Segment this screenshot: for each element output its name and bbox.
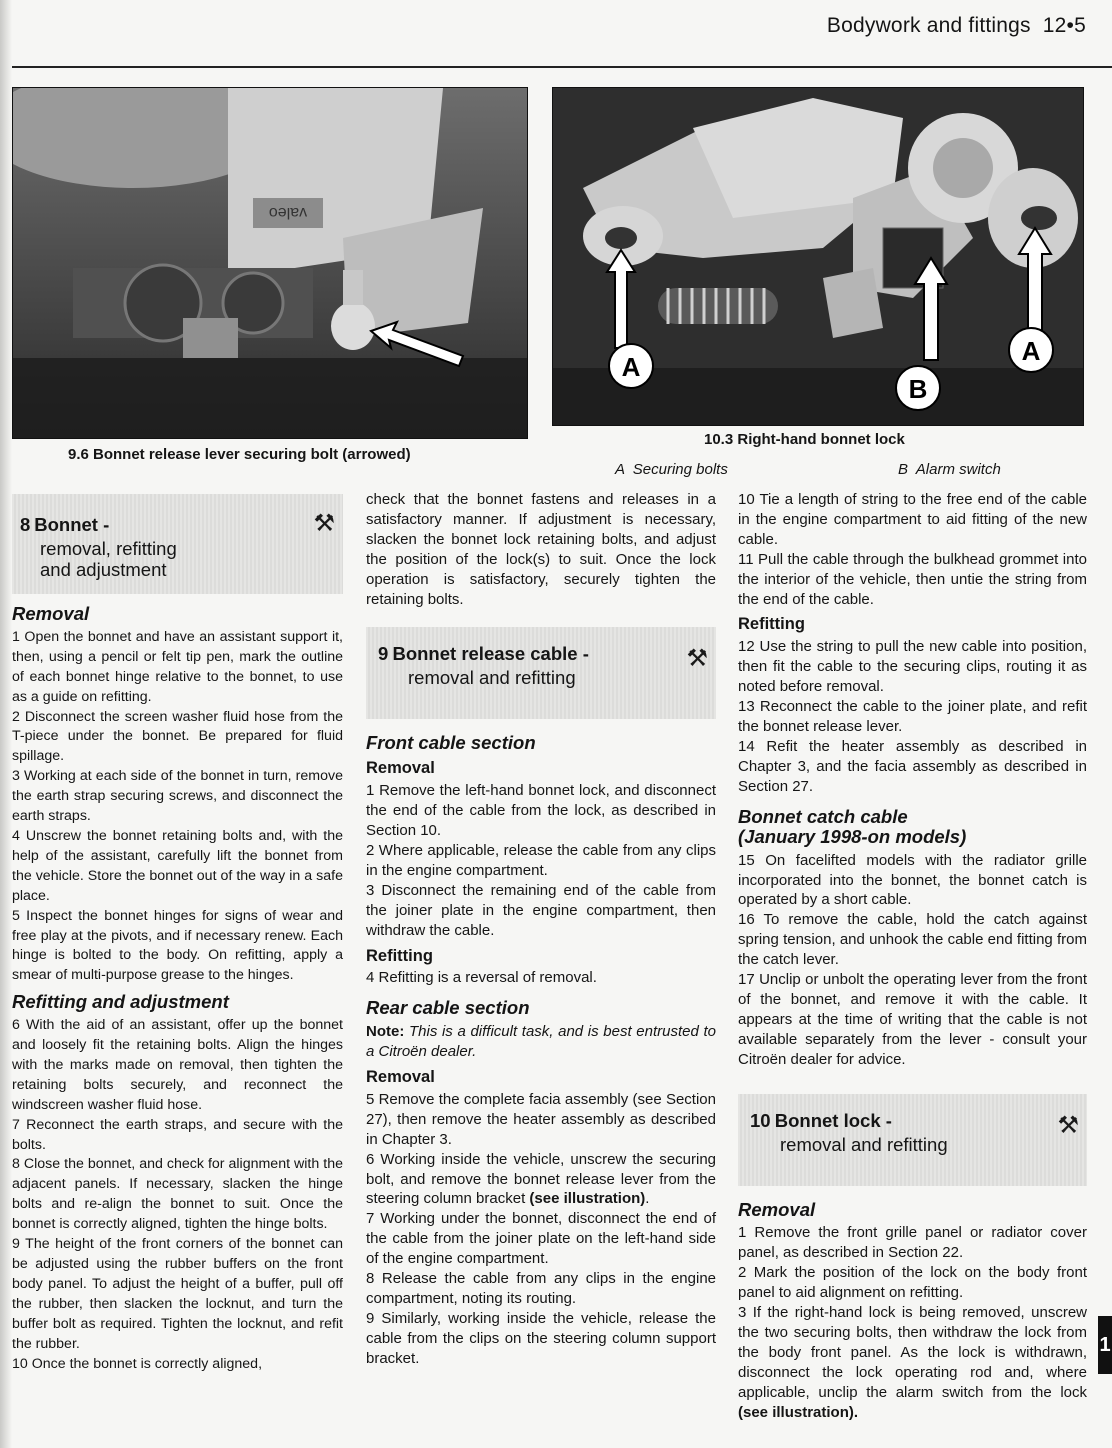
paragraph: 3 Disconnect the remaining end of the cable from the joiner plate in the engine compartment, then withdraw the cable. — [366, 881, 716, 939]
section-subtitle: removal, refitting — [40, 538, 177, 559]
section-box-8 — [12, 494, 343, 594]
page-number: 12•5 — [1042, 14, 1086, 37]
section-subtitle: removal and refitting — [780, 1133, 948, 1155]
paragraph: 9 The height of the front corners of the bonnet can be adjusted using the rubber buffers on the front body panel. To adjust the height of a buffer, pull off the rubber, then slacken the locknut, and turn the buffer bolt as required. Tighten the locknut, and refit the rubber. — [12, 1236, 343, 1352]
paragraph: 1 Remove the front grille panel or radiator cover panel, as described in Section 22. — [738, 1224, 1087, 1262]
difficulty-wrench-icon: ⚒ — [1057, 1111, 1079, 1139]
photo-right-hand-bonnet-lock — [552, 87, 1084, 426]
figure-key-a: A Securing bolts — [615, 461, 728, 478]
subheading-rear-cable: Rear cable section — [366, 997, 530, 1019]
paragraph — [738, 1303, 1087, 1422]
paragraph: 16 To remove the cable, hold the catch against spring tension, and unhook the cable end fitting from the catch lever. — [738, 911, 1087, 969]
subheading-refitting: Refitting — [738, 615, 805, 634]
paragraph: 6 Working inside the vehicle, unscrew the securing bolt, and remove the bonnet release lever from the steering column bracket (see illustration). — [366, 1150, 716, 1208]
column-1 — [12, 490, 343, 1374]
subheading-refitting: Refitting — [366, 946, 433, 965]
subheading-refitting-adjustment: Refitting and adjustment — [12, 991, 229, 1013]
paragraph: 3 Working at each side of the bonnet in turn, remove the earth strap securing screws, and disconnect the earth straps. — [12, 768, 343, 825]
photo-bonnet-release-lever — [12, 87, 528, 439]
paragraph: 4 Unscrew the bonnet retaining bolts and, with the help of the assistant, carefully lift the bonnet from the vehicle. Store the bonnet out of the way in a safe place. — [12, 827, 343, 904]
component-label: valeo — [268, 204, 308, 221]
label-a-left: A — [621, 352, 641, 382]
section-title: Bonnet release cable - — [392, 643, 589, 665]
paragraph: 10 Once the bonnet is correctly aligned, — [12, 1355, 263, 1372]
page-edge-shadow — [0, 0, 12, 1448]
paragraph: 7 Working under the bonnet, disconnect the end of the cable from the joiner plate on the left-hand side of the engine compartment. — [366, 1210, 716, 1268]
section-box-10 — [738, 1094, 1087, 1186]
section-subtitle: and adjustment — [40, 559, 167, 580]
paragraph: 1 Open the bonnet and have an assistant support it, then, using a pencil or felt tip pen, mark the outline of each bonnet hinge relative to the bonnet, to use as a guide on refitting. — [12, 628, 343, 705]
paragraph: 7 Reconnect the earth straps, and secure with the bolts. — [12, 1116, 343, 1153]
header-rule — [12, 66, 1112, 68]
label-a-right: A — [1021, 336, 1041, 366]
paragraph: 8 Release the cable from any clips in the engine compartment, noting its routing. — [366, 1270, 716, 1307]
section-title: Bonnet - — [34, 514, 110, 535]
section-number: 9 — [378, 643, 389, 665]
subheading-front-cable: Front cable section — [366, 732, 536, 754]
paragraph: 8 Close the bonnet, and check for alignment with the adjacent panels. If necessary, slacken the hinge bolts and re-align the bonnet to suit. Once the bonnet is correctly aligned, tighten the hinge bolts. — [12, 1156, 343, 1233]
see-illustration-ref: (see illustration). — [738, 1403, 859, 1421]
paragraph: 2 Where applicable, release the cable from any clips in the engine compartment. — [366, 841, 716, 879]
paragraph-text: 6 Working inside the vehicle, unscrew the securing bolt, and remove the bonnet release lever from the steering column bracket — [366, 1150, 716, 1208]
heading-line: Bonnet catch cable — [738, 805, 908, 827]
difficulty-wrench-icon: ⚒ — [313, 510, 335, 537]
note-text: This is a difficult task, and is best entrusted to a Citroën dealer. — [366, 1023, 716, 1061]
figure-caption-9-6: 9.6 Bonnet release lever securing bolt (arrowed) — [68, 446, 411, 463]
paragraph: 10 Tie a length of string to the free end of the cable in the engine compartment to aid fitting of the new cable. — [738, 491, 1087, 548]
paragraph-text: 3 If the right-hand lock is being removed, unscrew the two securing bolts, then withdraw the lock from the body front panel. As the lock is withdrawn, disconnect the lock operating rod and, where applicable, unclip the alarm switch from the lock — [738, 1304, 1087, 1401]
paragraph: 4 Refitting is a reversal of removal. — [366, 969, 597, 987]
subheading-removal: Removal — [12, 603, 90, 624]
paragraph: 12 Use the string to pull the new cable into position, then fit the cable to the securing clips, routing it as noted before removal. — [738, 638, 1087, 696]
chapter-tab: 1 — [1098, 1316, 1112, 1374]
see-illustration-ref: (see illustration) — [529, 1190, 646, 1208]
section-title: Bonnet lock - — [774, 1109, 892, 1131]
paragraph: 11 Pull the cable through the bulkhead grommet into the interior of the vehicle, then untie the string from the end of the cable. — [738, 550, 1087, 608]
paragraph: 1 Remove the left-hand bonnet lock, and disconnect the end of the cable from the lock, as described in Section 10. — [366, 782, 716, 840]
subheading-bonnet-catch-cable — [738, 807, 1087, 847]
note — [366, 1022, 716, 1062]
paragraph: 15 On facelifted models with the radiator grille incorporated into the bonnet, the bonnet catch is operated by a short cable. — [738, 851, 1087, 909]
section-title: Bodywork and fittings — [826, 14, 1031, 37]
paragraph: 9 Similarly, working inside the vehicle, release the cable from the clips on the steering column support bracket. — [366, 1309, 716, 1367]
subheading-removal: Removal — [738, 1198, 816, 1220]
section-number: 10 — [750, 1109, 771, 1131]
figure-key-b: B Alarm switch — [898, 461, 1001, 478]
paragraph: 13 Reconnect the cable to the joiner plate, and refit the bonnet release lever. — [738, 698, 1087, 735]
figure-caption-10-3: 10.3 Right-hand bonnet lock — [704, 431, 905, 448]
paragraph: check that the bonnet fastens and releases in a satisfactory manner. If adjustment is necessary, slacken the bonnet lock retaining bolts, and adjust the position of the lock(s) to suit. Once the lock operation is satisfactory, securely tighten the retaining bolts. — [366, 491, 716, 608]
paragraph: 6 With the aid of an assistant, offer up the bonnet and loosely fit the retaining bolts. Align the hinges with the marks made on removal, then tighten the retaining bolts securely, and reconnect the windscreen washer fluid hose. — [12, 1017, 343, 1113]
section-box-9 — [366, 627, 716, 719]
subheading-removal: Removal — [366, 759, 435, 778]
label-b: B — [908, 374, 928, 404]
paragraph: 2 Disconnect the screen washer fluid hose from the T-piece under the bonnet. Be prepared for fluid spillage. — [12, 708, 343, 765]
paragraph: 5 Remove the complete facia assembly (see Section 27), then remove the heater assembly as described in Chapter 3. — [366, 1090, 716, 1148]
heading-line: (January 1998-on models) — [738, 825, 967, 847]
section-subtitle: removal and refitting — [408, 667, 576, 689]
paragraph: 5 Inspect the bonnet hinges for signs of wear and free play at the pivots, and if necessary renew. Each hinge is bolted to the body. On refitting, apply a smear of multi-purpose grease to the hinges. — [12, 907, 343, 984]
running-head — [827, 14, 1086, 38]
paragraph: 2 Mark the position of the lock on the body front panel to aid alignment on refitting. — [738, 1264, 1087, 1302]
section-number: 8 — [20, 514, 31, 535]
difficulty-wrench-icon: ⚒ — [686, 645, 708, 673]
subheading-removal: Removal — [366, 1068, 435, 1087]
column-3 — [738, 490, 1087, 1423]
paragraph: 17 Unclip or unbolt the operating lever from the front of the bonnet, and remove it with the cable. It appears at the time of writing that the cable is not available separately from the lever - consult your Citroën dealer for advice. — [738, 971, 1087, 1068]
column-2 — [366, 490, 716, 1369]
note-label: Note: — [366, 1023, 405, 1041]
paragraph: 14 Refit the heater assembly as described in Chapter 3, and the facia assembly as described in Section 27. — [738, 737, 1087, 795]
